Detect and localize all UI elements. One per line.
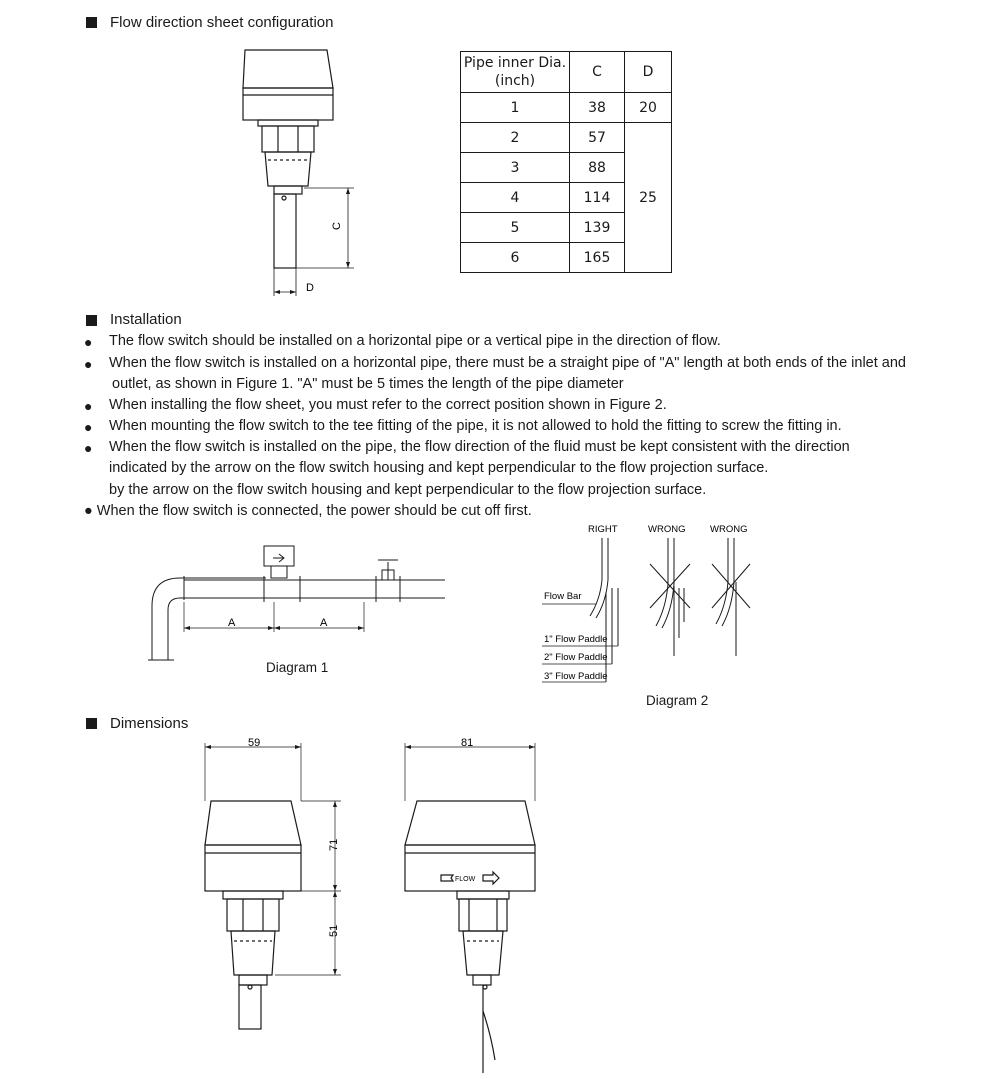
dim-width-front: 81 xyxy=(461,737,474,749)
cell-pipe: 4 xyxy=(461,183,570,213)
dim-height-top: 71 xyxy=(328,838,340,851)
header-pipe-dia: Pipe inner Dia. (inch) xyxy=(461,52,570,93)
cell-c: 165 xyxy=(570,243,625,273)
cell-pipe: 1 xyxy=(461,93,570,123)
section-marker xyxy=(86,315,97,326)
cell-c: 114 xyxy=(570,183,625,213)
cell-c: 38 xyxy=(570,93,625,123)
cell-c: 88 xyxy=(570,153,625,183)
label-flow-bar: Flow Bar xyxy=(544,591,582,602)
installation-bullet-4: When mounting the flow switch to the tee fitting of the pipe, it is not allowed to hold the fitting to screw the fitting in. xyxy=(109,418,842,434)
installation-bullet-5-line-2: indicated by the arrow on the flow switch housing and kept perpendicular to the flow projection surface. xyxy=(109,460,769,476)
dim-height-bottom: 51 xyxy=(328,924,340,937)
bullet-icon: ● xyxy=(84,334,93,350)
table-row xyxy=(461,93,672,123)
label-paddle-1: 1" Flow Paddle xyxy=(544,634,608,645)
bullet-icon: ● xyxy=(84,440,93,456)
dim-width-side: 59 xyxy=(248,737,261,749)
diagram-1-pipe-layout xyxy=(140,540,450,680)
dim-a-label-left: A xyxy=(228,617,236,629)
bullet-icon: ● xyxy=(84,356,93,372)
label-wrong-2: WRONG xyxy=(710,524,748,535)
label-wrong-1: WRONG xyxy=(648,524,686,535)
header-d: D xyxy=(625,52,672,93)
installation-bullet-2-line-1: When the flow switch is installed on a horizontal pipe, there must be a straight pipe of "A" length at both ends of the inlet and xyxy=(109,355,906,371)
cell-c: 139 xyxy=(570,213,625,243)
diagram-2-paddle-orientation xyxy=(540,518,760,688)
section-marker xyxy=(86,17,97,28)
cell-pipe: 6 xyxy=(461,243,570,273)
cell-pipe: 2 xyxy=(461,123,570,153)
dimension-front-view xyxy=(395,735,555,1075)
label-right: RIGHT xyxy=(588,524,618,535)
cell-d: 20 xyxy=(625,93,672,123)
label-paddle-3: 3" Flow Paddle xyxy=(544,671,608,682)
flow-arrow-label: FLOW xyxy=(455,876,476,883)
table-header-row xyxy=(461,52,672,93)
installation-bullet-3: When installing the flow sheet, you must refer to the correct position shown in Figure 2. xyxy=(109,397,667,413)
diagram-2-caption: Diagram 2 xyxy=(646,693,709,708)
cell-pipe: 3 xyxy=(461,153,570,183)
section-title-flow-direction: Flow direction sheet configuration xyxy=(110,14,334,31)
bullet-icon: ● xyxy=(84,398,93,414)
installation-bullet-5-line-3: by the arrow on the flow switch housing and kept perpendicular to the flow projection surface. xyxy=(109,482,707,498)
dimension-side-view xyxy=(195,735,355,1075)
bullet-icon: ● xyxy=(84,419,93,435)
label-paddle-2: 2" Flow Paddle xyxy=(544,652,608,663)
cell-pipe: 5 xyxy=(461,213,570,243)
cell-c: 57 xyxy=(570,123,625,153)
flow-switch-figure-1 xyxy=(230,40,370,300)
section-marker xyxy=(86,718,97,729)
installation-bullet-5-line-1: When the flow switch is installed on the pipe, the flow direction of the fluid must be kept consistent with the direction xyxy=(109,439,850,455)
header-c: C xyxy=(570,52,625,93)
dim-d-label: D xyxy=(306,282,314,294)
installation-bullet-6: ● When the flow switch is connected, the power should be cut off first. xyxy=(84,503,532,519)
installation-bullet-2-line-2: outlet, as shown in Figure 1. "A" must be 5 times the length of the pipe diameter xyxy=(112,376,624,392)
table-row xyxy=(461,123,672,153)
section-title-dimensions: Dimensions xyxy=(110,715,189,732)
dim-c-label: C xyxy=(331,222,343,230)
diagram-1-caption: Diagram 1 xyxy=(266,660,329,675)
pipe-size-table xyxy=(460,51,672,273)
section-title-installation: Installation xyxy=(110,311,182,328)
installation-bullet-1: The flow switch should be installed on a horizontal pipe or a vertical pipe in the direction of flow. xyxy=(109,333,721,349)
dim-a-label-right: A xyxy=(320,617,328,629)
cell-d-merged: 25 xyxy=(625,123,672,273)
